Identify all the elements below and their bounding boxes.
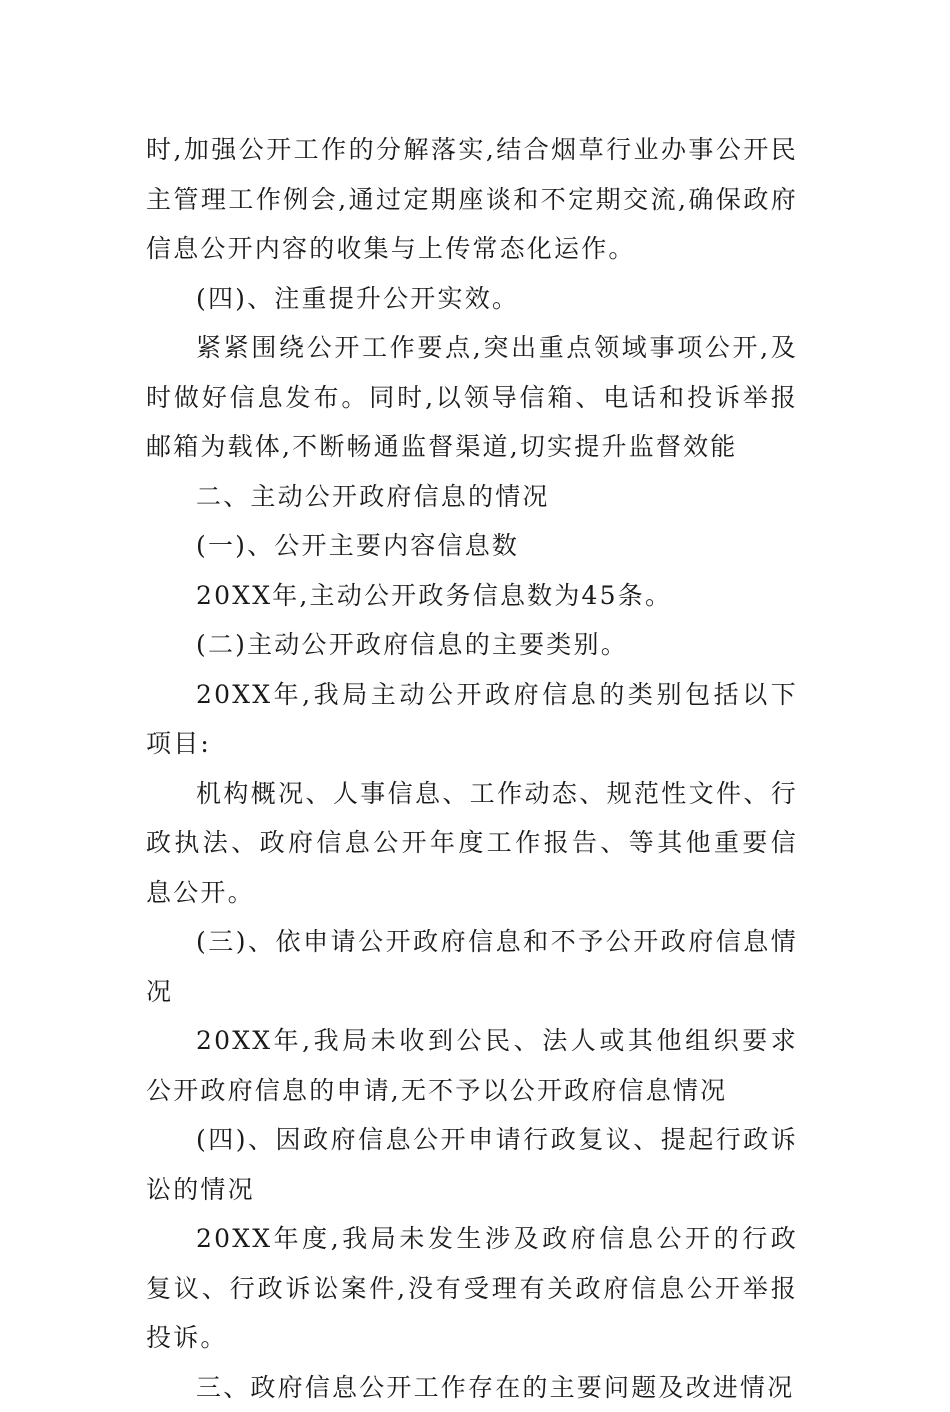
paragraph-subheading: (四)、注重提升公开实效。 [146,274,798,324]
paragraph: 紧紧围绕公开工作要点,突出重点领域事项公开,及时做好信息发布。同时,以领导信箱、电话和投诉举报邮箱为载体,不断畅通监督渠道,切实提升监督效能 [146,323,798,472]
paragraph: 20XX年,主动公开政务信息数为45条。 [146,571,798,621]
paragraph-continuation: 时,加强公开工作的分解落实,结合烟草行业办事公开民主管理工作例会,通过定期座谈和不定期交流,确保政府信息公开内容的收集与上传常态化运作。 [146,125,798,274]
section-heading: 三、政府信息公开工作存在的主要问题及改进情况 [146,1363,798,1412]
section-heading: 二、主动公开政府信息的情况 [146,472,798,522]
paragraph: 20XX年,我局未收到公民、法人或其他组织要求公开政府信息的申请,无不予以公开政府信息情况 [146,1016,798,1115]
paragraph: 20XX年度,我局未发生涉及政府信息公开的行政复议、行政诉讼案件,没有受理有关政府信息公开举报投诉。 [146,1214,798,1363]
paragraph-subheading: (一)、公开主要内容信息数 [146,521,798,571]
paragraph: 机构概况、人事信息、工作动态、规范性文件、行政执法、政府信息公开年度工作报告、等其他重要信息公开。 [146,769,798,918]
paragraph: 20XX年,我局主动公开政府信息的类别包括以下项目: [146,670,798,769]
paragraph-subheading: (四)、因政府信息公开申请行政复议、提起行政诉讼的情况 [146,1115,798,1214]
document-body [146,125,798,1412]
paragraph-subheading: (二)主动公开政府信息的主要类别。 [146,620,798,670]
paragraph-subheading: (三)、依申请公开政府信息和不予公开政府信息情况 [146,917,798,1016]
